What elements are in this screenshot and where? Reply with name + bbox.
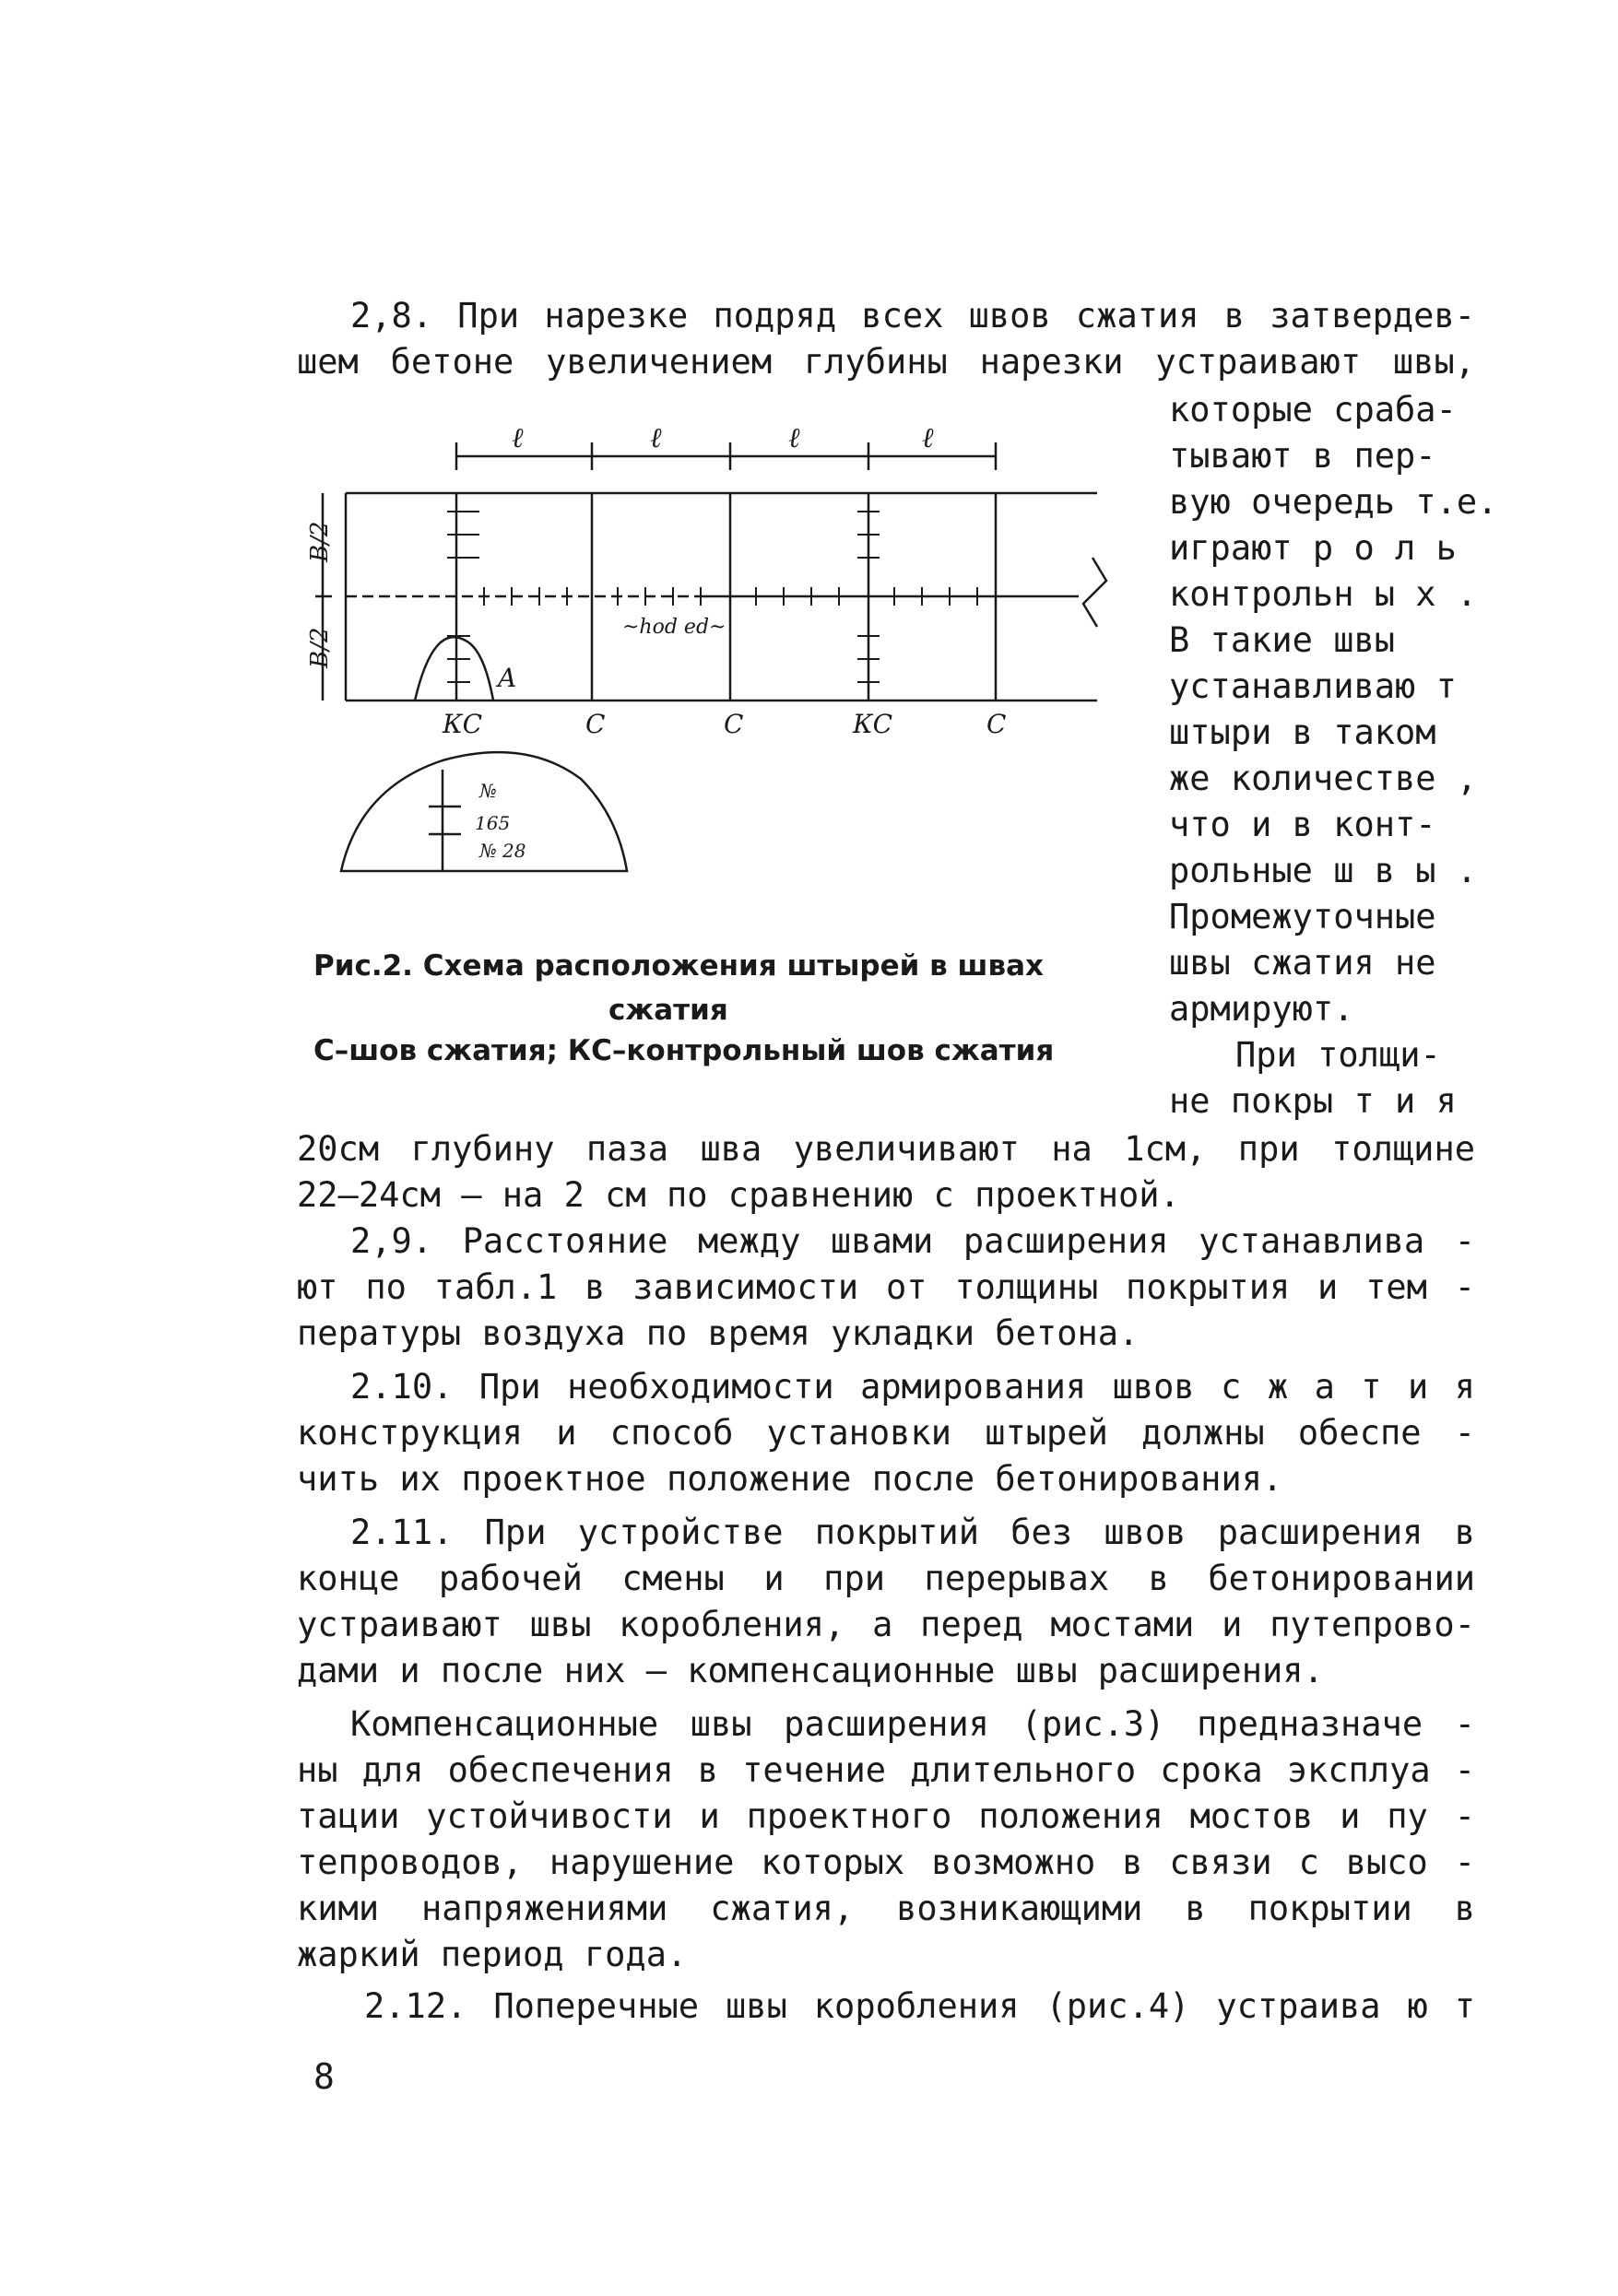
body-line-11: устраивают швы коробления, а перед мостами и путепрово- bbox=[297, 1605, 1475, 1644]
figure-caption-line-2: сжатия bbox=[608, 994, 728, 1027]
figure-caption-line-1: Рис.2. Схема расположения штырей в швах bbox=[313, 949, 1044, 983]
intro-line-2: шем бетоне увеличением глубины нарезки устраивают швы, bbox=[297, 342, 1475, 382]
side-line-5: контрольн ы х . bbox=[1169, 574, 1478, 614]
joint-label-3: С bbox=[724, 709, 744, 739]
side-line-8: штыри в таком bbox=[1169, 712, 1436, 752]
side-line-10: что и в конт- bbox=[1169, 805, 1436, 844]
body-line-19: 2.12. Поперечные швы коробления (рис.4) устраива ю т bbox=[364, 1986, 1475, 2026]
dowel-layout-figure bbox=[304, 419, 1134, 889]
joint-label-1: КС bbox=[443, 709, 483, 739]
side-line-9: же количестве , bbox=[1169, 759, 1478, 798]
body-line-18: жаркий период года. bbox=[297, 1935, 688, 1974]
body-line-15: тации устойчивости и проектного положения мостов и пу - bbox=[297, 1796, 1475, 1836]
detail-label-4: 28 bbox=[502, 840, 526, 862]
side-line-7: устанавливаю т bbox=[1169, 666, 1457, 706]
intro-line-1: 2,8. При нарезке подряд всех швов сжатия в затвердев- bbox=[350, 296, 1475, 336]
dim-label-2: ℓ bbox=[650, 422, 662, 454]
body-line-4: ют по табл.1 в зависимости от толщины покрытия и тем - bbox=[297, 1267, 1475, 1307]
dim-label-1: ℓ bbox=[512, 422, 524, 454]
side-line-13: швы сжатия не bbox=[1169, 943, 1436, 983]
body-line-9: 2.11. При устройстве покрытий без швов расширения в bbox=[350, 1513, 1475, 1552]
side-line-1: которые сраба- bbox=[1169, 390, 1457, 430]
joint-label-4: КС bbox=[853, 709, 893, 739]
side-line-4: играют р о л ь bbox=[1169, 528, 1457, 568]
body-line-10: конце рабочей смены и при перерывах в бетонировании bbox=[297, 1559, 1475, 1598]
body-line-2: 22–24см – на 2 см по сравнению с проектной. bbox=[297, 1175, 1180, 1215]
body-line-14: ны для обеспечения в течение длительного срока эксплуа - bbox=[297, 1750, 1475, 1790]
body-line-3: 2,9. Расстояние между швами расширения устанавлива - bbox=[350, 1221, 1475, 1261]
body-line-5: пературы воздуха по время укладки бетона. bbox=[297, 1313, 1140, 1353]
point-a-label: A bbox=[498, 663, 517, 693]
body-line-7: конструкция и способ установки штырей должны обеспе - bbox=[297, 1413, 1475, 1453]
side-line-12: Промежуточные bbox=[1169, 897, 1436, 936]
half-width-label-bottom: B/2 bbox=[306, 627, 334, 668]
body-line-8: чить их проектное положение после бетонирования. bbox=[297, 1459, 1283, 1499]
half-width-label-top: B/2 bbox=[306, 521, 334, 562]
figure-caption-line-3: С–шов сжатия; КС–контрольный шов сжатия bbox=[313, 1034, 1055, 1067]
detail-label-2: 165 bbox=[475, 812, 511, 834]
middle-label: ~hod ed~ bbox=[622, 616, 726, 639]
side-line-14: армируют. bbox=[1169, 989, 1354, 1029]
body-line-13: Компенсационные швы расширения (рис.3) предназначе - bbox=[350, 1704, 1475, 1744]
side-line-3: вую очередь т.е. bbox=[1169, 482, 1498, 522]
side-line-6: В такие швы bbox=[1169, 620, 1396, 660]
dim-label-4: ℓ bbox=[922, 422, 934, 454]
page-number: 8 bbox=[313, 2056, 335, 2097]
detail-label-1: № bbox=[479, 780, 497, 802]
body-line-16: тепроводов, нарушение которых возможно в связи с высо - bbox=[297, 1843, 1475, 1882]
side-line-16: не покры т и я bbox=[1169, 1081, 1457, 1121]
detail-a-arc bbox=[415, 637, 493, 701]
body-line-12: дами и после них – компенсационные швы расширения. bbox=[297, 1651, 1324, 1690]
dim-label-3: ℓ bbox=[788, 422, 800, 454]
joint-label-2: С bbox=[585, 709, 606, 739]
body-line-1: 20см глубину паза шва увеличивают на 1см, при толщине bbox=[297, 1129, 1475, 1169]
detail-label-3: № bbox=[479, 840, 497, 862]
side-line-11: рольные ш в ы . bbox=[1169, 851, 1478, 890]
side-line-2: тывают в пер- bbox=[1169, 436, 1436, 476]
body-line-6: 2.10. При необходимости армирования швов с ж а т и я bbox=[350, 1367, 1475, 1407]
body-line-17: кими напряжениями сжатия, возникающими в покрытии в bbox=[297, 1889, 1475, 1928]
joint-label-5: С bbox=[986, 709, 1007, 739]
side-line-15: При толщи- bbox=[1235, 1035, 1441, 1075]
